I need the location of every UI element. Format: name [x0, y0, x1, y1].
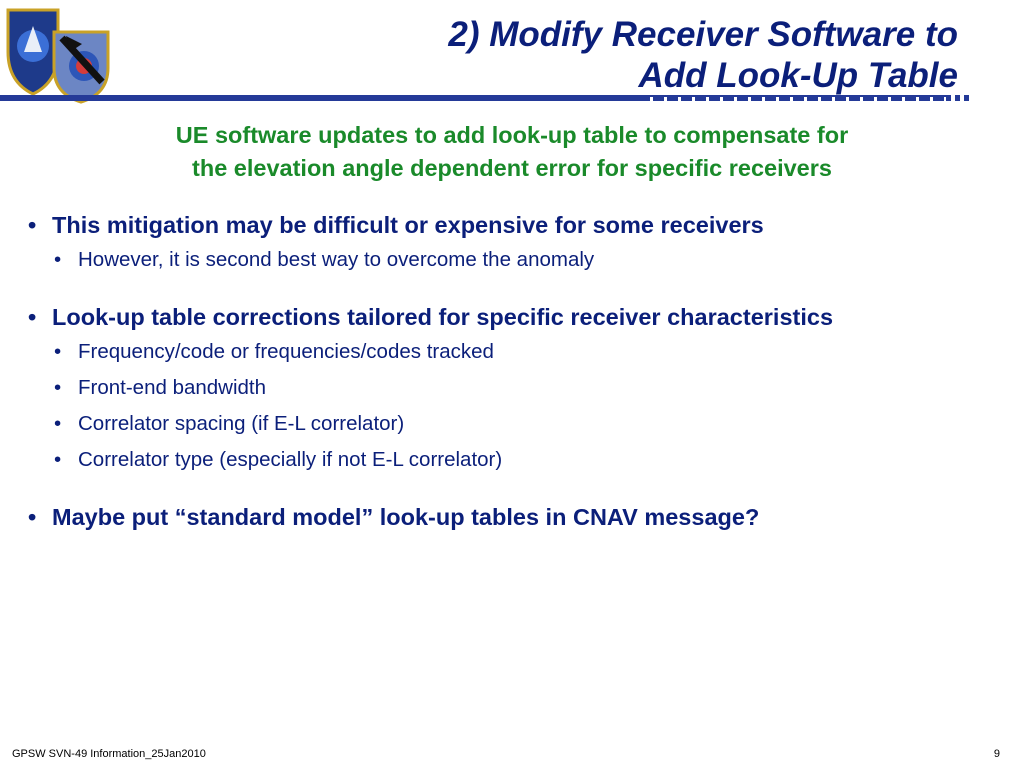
page-number: 9 — [993, 748, 1000, 760]
subtitle — [0, 119, 1024, 185]
sub-bullet — [54, 334, 1018, 370]
bullet-glyph: • — [28, 504, 37, 530]
slide-title — [448, 14, 958, 96]
sub-bullet — [54, 242, 1018, 278]
bullet-glyph: • — [54, 340, 62, 363]
sub-bullet-text: Frequency/code or frequencies/codes tracked — [78, 340, 494, 363]
title-line-1: 2) Modify Receiver Software to — [448, 15, 958, 54]
header-rule-dashes — [650, 97, 970, 101]
sub-bullet — [54, 442, 1018, 478]
sub-bullet-text: Correlator spacing (if E-L correlator) — [78, 412, 405, 435]
bullet-glyph: • — [54, 448, 62, 471]
bullet-glyph: • — [28, 304, 37, 330]
sub-bullet-text: Front-end bandwidth — [78, 376, 267, 399]
logos — [4, 2, 122, 104]
bullet-text: Look-up table corrections tailored for specific receiver characteristics — [52, 304, 834, 330]
bullet-list — [28, 208, 1018, 534]
subtitle-line-2: the elevation angle dependent error for specific receivers — [192, 155, 832, 181]
air-force-space-command-logo — [4, 2, 122, 104]
header-rule-end-dashes — [946, 95, 970, 101]
subtitle-line-1: UE software updates to add look-up table to compensate for — [175, 122, 849, 148]
footer-text: GPSW SVN-49 Information_25Jan2010 — [12, 748, 206, 760]
sub-bullet-text: Correlator type (especially if not E-L correlator) — [78, 448, 503, 471]
bullet-glyph: • — [54, 376, 62, 399]
bullet-glyph: • — [54, 248, 62, 271]
bullet-glyph: • — [28, 212, 37, 238]
title-line-2: Add Look-Up Table — [638, 56, 958, 95]
bullet-1 — [28, 208, 1018, 242]
sub-bullet-text: However, it is second best way to overcome the anomaly — [78, 248, 595, 271]
bullet-3 — [28, 500, 1018, 534]
sub-bullet — [54, 370, 1018, 406]
bullet-glyph: • — [54, 412, 62, 435]
sub-bullet — [54, 406, 1018, 442]
bullet-2 — [28, 300, 1018, 334]
bullet-text: Maybe put “standard model” look-up tables in CNAV message? — [52, 504, 760, 530]
bullet-text: This mitigation may be difficult or expensive for some receivers — [52, 212, 764, 238]
